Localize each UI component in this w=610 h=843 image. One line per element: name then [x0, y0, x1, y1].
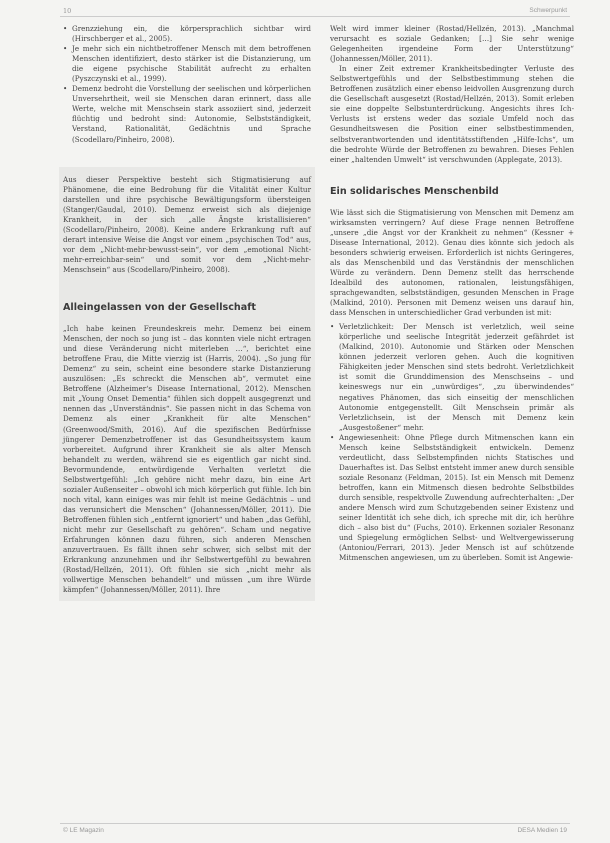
page-footer	[0, 819, 610, 843]
section-heading: Alleingelassen von der Gesellschaft	[63, 302, 256, 314]
left-column	[63, 24, 311, 601]
paragraph: Aus dieser Perspektive besteht sich Stigmatisierung auf Phänomene, die eine Bedrohung für die Vitalität einer Kultur darstellen und ihre psychische Bewältigungsform übersteigen (Stanger/Gaudal, 2010). Demenz erweist sich als diejenige Krankheit, in der sich „alle Ängste kristallisieren“ (Scodellaro/Pinheiro, 2008). Keine andere Erkrankung ruft auf derart intensive Weise die Angst vor einem „psychischen Tod“ aus, vor dem „Nicht-mehr-bewusst-sein“, vor dem „emotional Nicht-mehr-erreichbar-sein“ und somit vor dem „Nicht-mehr-Menschsein“ aus (Scodellaro/Pinheiro, 2008).	[63, 174, 311, 274]
bullet-list-left	[63, 24, 311, 145]
list-item: • Demenz bedroht die Vorstellung der seelischen und körperlichen Unversehrtheit, weil sie Menschen daran erinnert, dass alle Werte, welche mit Menschsein stark assoziiert sind, jederzeit flüchtig und bedroht sind: Autonomie, Selbstständigkeit, Verstand, Rationalität, Gedächtnis und Sprache (Scodellaro/Pinheiro, 2008).	[63, 84, 311, 144]
highlight-box	[59, 167, 315, 602]
section-heading: Ein solidarisches Menschenbild	[330, 185, 499, 197]
footer-left: © LE Magazin	[63, 827, 104, 834]
bullet-list-right	[330, 322, 574, 563]
footer-rule	[60, 823, 570, 824]
running-title: Schwerpunkt	[529, 7, 567, 14]
paragraph: In einer Zeit extremer Krankheitsbedingter Verluste des Selbstwertgefühls und der Selbstbestimmung stehen die Betroffenen zusätzlich einer ebenso leidvollen Ausgrenzung durch die Gesellschaft ausgesetzt (Rostad/Hellzén, 2013). Somit erleben sie eine doppelte Selbstunterdrückung. Angesichts ihres Ich-Verlusts ist erstens weder das soziale Umfeld noch das Gesundheitswesen die Position einer selbstbestimmenden, selbstverantwortenden und identitätsstiftenden „Hilfe-Ichs“, um die bedrohte Würde der Betroffenen zu bewahren. Dieses Fehlen einer „haltenden Umwelt“ ist verschwunden (Applegate, 2013).	[330, 64, 574, 164]
list-item: • Angewiesenheit: Ohne Pflege durch Mitmenschen kann ein Mensch keine Selbstständigkeit entwickeln. Demenz verdeutlicht, dass Selbstempfinden nichts Statisches und Dauerhaftes ist. Das Selbst entsteht immer anew durch sensible soziale Resonanz (Feldman, 2015). Ist ein Mensch mit Demenz betroffen, kann ein Mitmensch diesen bedrohte Selbstbildes durch sensible, respektvolle Zuwendung aufrechterhalten: „Der andere Mensch wird zum Schutzgebenden seiner Existenz und seiner Identität ich sehe dich, ich spreche mit dir, ich herühre dich – also bist du“ (Fuchs, 2010). Erkennen sozialer Resonanz und Spiegelung ermöglichen Selbst- und Weltvergewisserung (Antoniou/Ferrari, 2013). Jeder Mensch ist auf schützende Mitmenschen angewiesen, um zu überleben. Somit ist Angewie-	[330, 433, 574, 564]
right-column	[330, 24, 574, 563]
paragraph: Welt wird immer kleiner (Rostad/Hellzén, 2013). „Manchmal verursacht es soziale Gedanken; […] Sie sehr wenige Gelegenheiten irgendeine Form der Unterstützung“ (Johannessen/Möller, 2011).	[330, 24, 574, 64]
page-number: 10	[63, 7, 72, 15]
header-rule	[60, 16, 570, 17]
paragraph: Wie lässt sich die Stigmatisierung von Menschen mit Demenz am wirksamsten verringern? Auf diese Frage nennen Betroffene „unsere „die Angst vor der Krankheit zu nehmen“ (Kessner + Disease International, 2012). Genau dies könnte sich jedoch als besonders schwierig erweisen. Erforderlich ist nichts Geringeres, als das Menschenbild und das Verständnis der menschlichen Würde zu verändern. Denn Demenz stellt das herrschende Idealbild des autonomen, rationalen, leistungsfähigen, sprachgewandten, selbstständigen, gesunden Menschen in Frage (Malkind, 2010). Personen mit Demenz weisen uns darauf hin, dass Menschen in unterschiedlicher Grad verbunden ist mit:	[330, 207, 574, 318]
footer-right: DESA Medien 19	[517, 827, 567, 834]
list-item: • Grenzziehung ein, die körpersprachlich sichtbar wird (Hirschberger et al., 2005).	[63, 24, 311, 44]
running-header	[0, 4, 610, 16]
list-item: • Verletzlichkeit: Der Mensch ist verletzlich, weil seine körperliche und seelische Integrität jederzeit gefährdet ist (Malkind, 2010). Autonomie und Stärken oder Menschen können jederzeit verloren gehen. Auch die kognitiven Fähigkeiten jeder Menschen sind stets bedroht. Verletzlichkeit ist somit die Grunddimension des Menschseins – und keineswegs nur ein „unwürdiges“, „zu überwindendes“ negatives Phänomen, das sich einseitig der menschlichen Autonomie entgegenstellt. Gilt Menschsein primär als Verletzlichsein, ist der Mensch mit Demenz kein „Ausgestoßener“ mehr.	[330, 322, 574, 433]
list-item: • Je mehr sich ein nichtbetroffener Mensch mit dem betroffenen Menschen identifiziert, desto stärker ist die Distanzierung, um die eigene psychische Stabilität aufrecht zu erhalten (Pyszczynski et al., 1999).	[63, 44, 311, 84]
paragraph: „Ich habe keinen Freundeskreis mehr. Demenz bei einem Menschen, der noch so jung ist – das konnten viele nicht ertragen und diese Veränderung nicht miterleben …“, berichtet eine betroffene Frau, die Mitte vierzig ist (Harris, 2004). „So jung für Demenz“ zu sein, scheint eine besondere starke Distanzierung auszulösen: „Es schreckt die Menschen ab“, vermutet eine Betroffene (Alzheimer‘s Disease International, 2012). Menschen mit „Young Onset Dementia“ fühlen sich doppelt ausgegrenzt und nennen das „Unverständnis“. Sie passen nicht in das Schema von Demenz als einer „Krankheit für alte Menschen“ (Greenwood/Smith, 2016). Auf die spezifischen Bedürfnisse jüngerer Demenzbetroffener ist das Gesundheitssystem kaum vorbereitet. Aufgrund ihrer Krankheit sie als alter Mensch behandelt zu werden, während sie es eigentlich gar nicht sind. Bevormundende, entwürdigende Verhalten verletzt die Selbstwertgefühl: „Ich gehöre nicht mehr dazu, bin eine Art sozialer Außenseiter – obwohl ich mich körperlich gut fühle. Ich bin noch vital, kann einiges was mir fehlt ist meine Gedächtnis – und das verunsichert die Menschen“ (Johannessen/Möller, 2011). Die Betroffenen fühlen sich „entfernt ignoriert“ und haben „das Gefühl, nicht mehr zur Gesellschaft zu gehören“. Scham und negative Erfahrungen können dazu führen, sich anderen Menschen anzuvertrauen. Es fällt ihnen sehr schwer, sich selbst mit der Erkrankung anzunehmen und ihr Selbstwertgefühl zu bewahren (Rostad/Hellzén, 2011). Oft fühlen sie sich „nicht mehr als vollwertige Menschen behandelt“ und müssen „um ihre Würde kämpfen“ (Johannessen/Möller, 2011). Ihre	[63, 324, 311, 595]
